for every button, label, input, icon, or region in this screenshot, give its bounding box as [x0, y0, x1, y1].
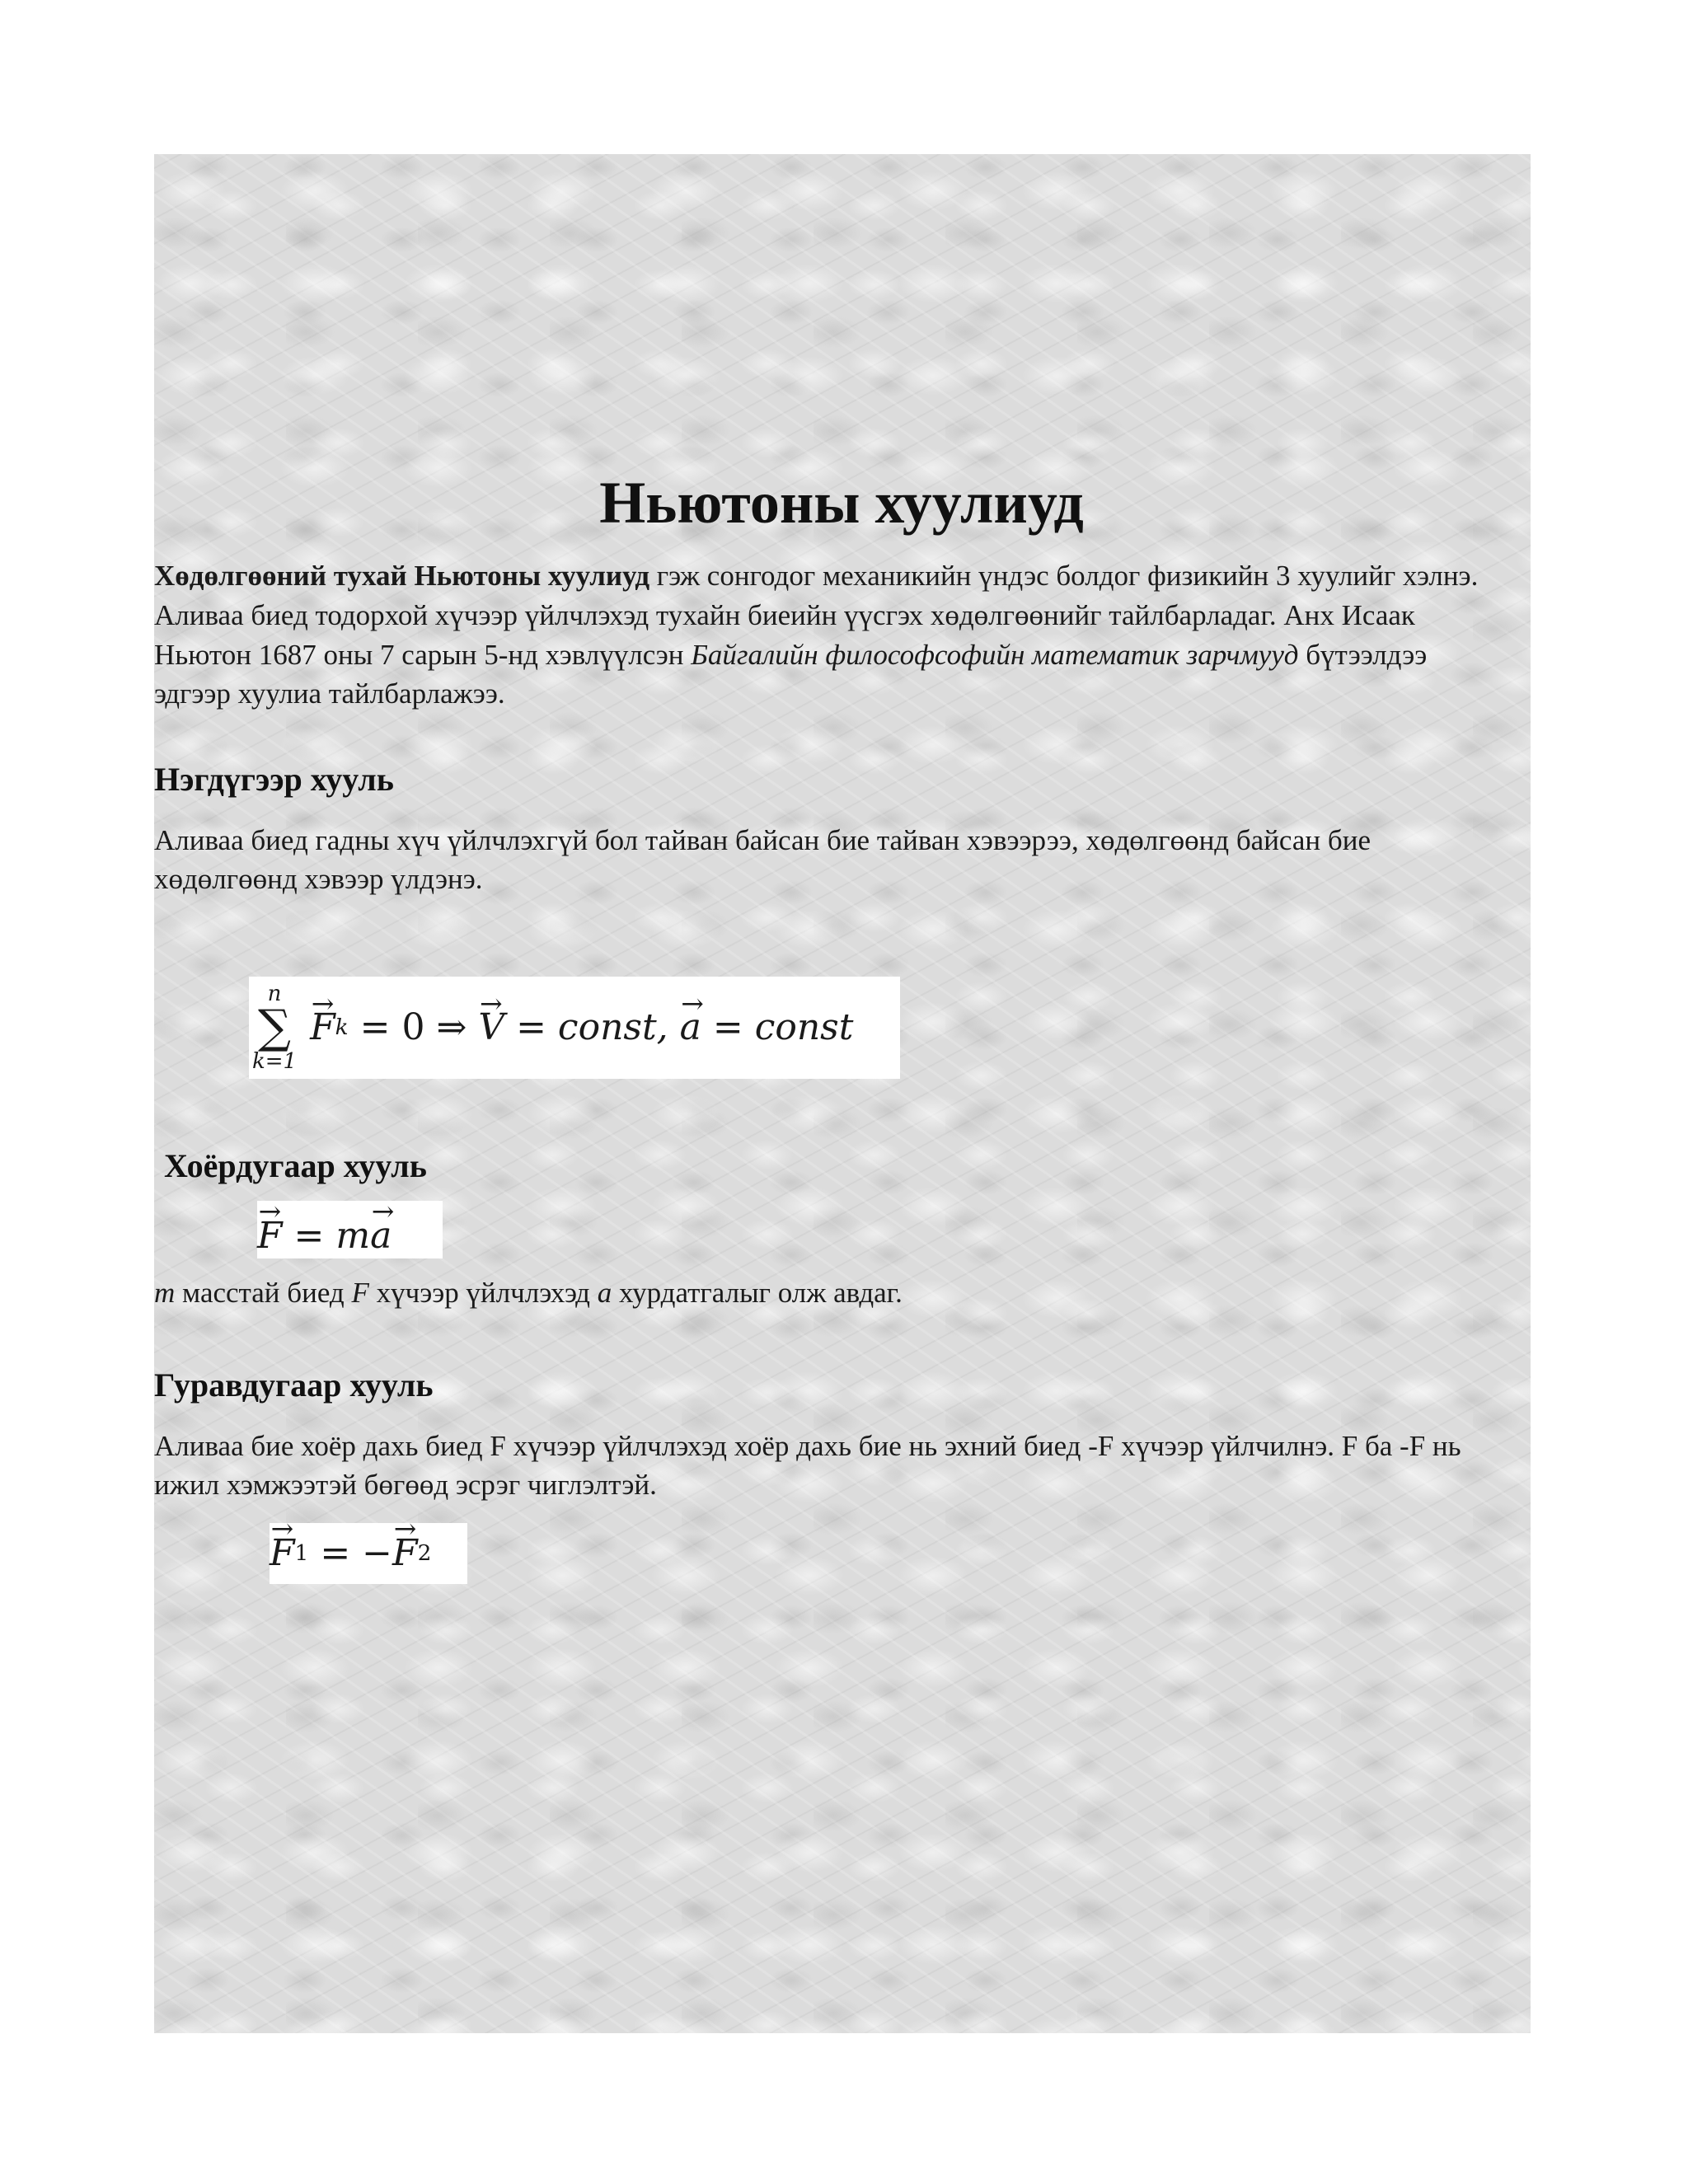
intro-book-title: Байгалийн философсофийн математик зарчмууд: [691, 638, 1299, 671]
second-law-text-3: хурдатгалыг олж авдаг.: [612, 1276, 903, 1309]
force-symbol: F: [351, 1276, 369, 1309]
mass-symbol: m: [154, 1276, 176, 1309]
intro-text-1: гэж сонгодог механикийн үндэс болдог физикийн 3 хуулийг хэлнэ. Аливаа биед тодорхой хүчээр үйлчлэхэд тухайн биеийн үүсгэх хөдөлгөөнийг тайлбарладаг. Анх Исаак Ньютон 1687 оны 7 сарын 5-нд хэвлүүлсэн: [154, 560, 1479, 671]
first-law-heading: Нэгдүгээр хууль: [154, 760, 394, 798]
sum-upper-limit: n: [267, 981, 282, 1006]
formula-equals-minus: = −: [308, 1532, 393, 1575]
first-law-formula: [249, 977, 900, 1079]
formula-const-2: = const: [701, 1006, 854, 1049]
third-law-text: Аливаа бие хоёр дахь биед F хүчээр үйлчлэхэд хоёр дахь бие нь эхний биед -F хүчээр үйлчилнэ. F ба -F нь ижил хэмжээтэй бөгөөд эсрэг чиглэлтэй.: [154, 1429, 1461, 1502]
second-law-text: [154, 1273, 1504, 1313]
intro-paragraph: [154, 556, 1504, 713]
velocity-vector: → V: [478, 1006, 504, 1048]
summation-symbol: [252, 983, 297, 1072]
force-subscript: k: [335, 1015, 349, 1041]
page-title: Ньютоны хуулиуд: [599, 470, 1084, 536]
sum-lower-limit: k=1: [252, 1048, 298, 1074]
force-vector-1: → F: [270, 1532, 295, 1574]
second-law-formula: [257, 1201, 443, 1258]
sigma-sign: ∑: [258, 1000, 292, 1054]
formula-equals-zero: = 0 ⇒: [348, 1006, 479, 1049]
force-vector-2: → F: [392, 1532, 418, 1574]
formula-equals-m: = m: [282, 1214, 371, 1257]
first-law-text: Аливаа биед гадны хүч үйлчлэхгүй бол тайван байсан бие тайван хэвээрээ, хөдөлгөөнд байсан бие хөдөлгөөнд хэвээр үлдэнэ.: [154, 823, 1371, 896]
intro-bold-lead: Хөдөлгөөний тухай Ньютоны хуулиуд: [154, 560, 650, 593]
second-law-text-1: масстай биед: [175, 1276, 352, 1309]
document-page: [154, 154, 1531, 2033]
second-law-heading: Хоёрдугаар хууль: [164, 1146, 427, 1184]
acceleration-vector: → a: [370, 1215, 392, 1257]
acceleration-symbol: a: [597, 1276, 612, 1309]
force-vector: → F: [257, 1215, 283, 1257]
force-subscript-1: 1: [294, 1540, 309, 1567]
acceleration-vector: → a: [680, 1006, 701, 1048]
formula-const-1: = const,: [504, 1006, 680, 1049]
third-law-formula: [270, 1523, 467, 1584]
force-vector: → F: [310, 1006, 335, 1048]
second-law-text-2: хүчээр үйлчлэхэд: [368, 1276, 598, 1309]
article-content: [154, 467, 1504, 1584]
third-law-heading: Гуравдугаар хууль: [154, 1366, 434, 1404]
intro-text-2: бүтээлдээ эдгээр хуулиа тайлбарлажээ.: [154, 638, 1428, 710]
force-subscript-2: 2: [417, 1540, 432, 1567]
